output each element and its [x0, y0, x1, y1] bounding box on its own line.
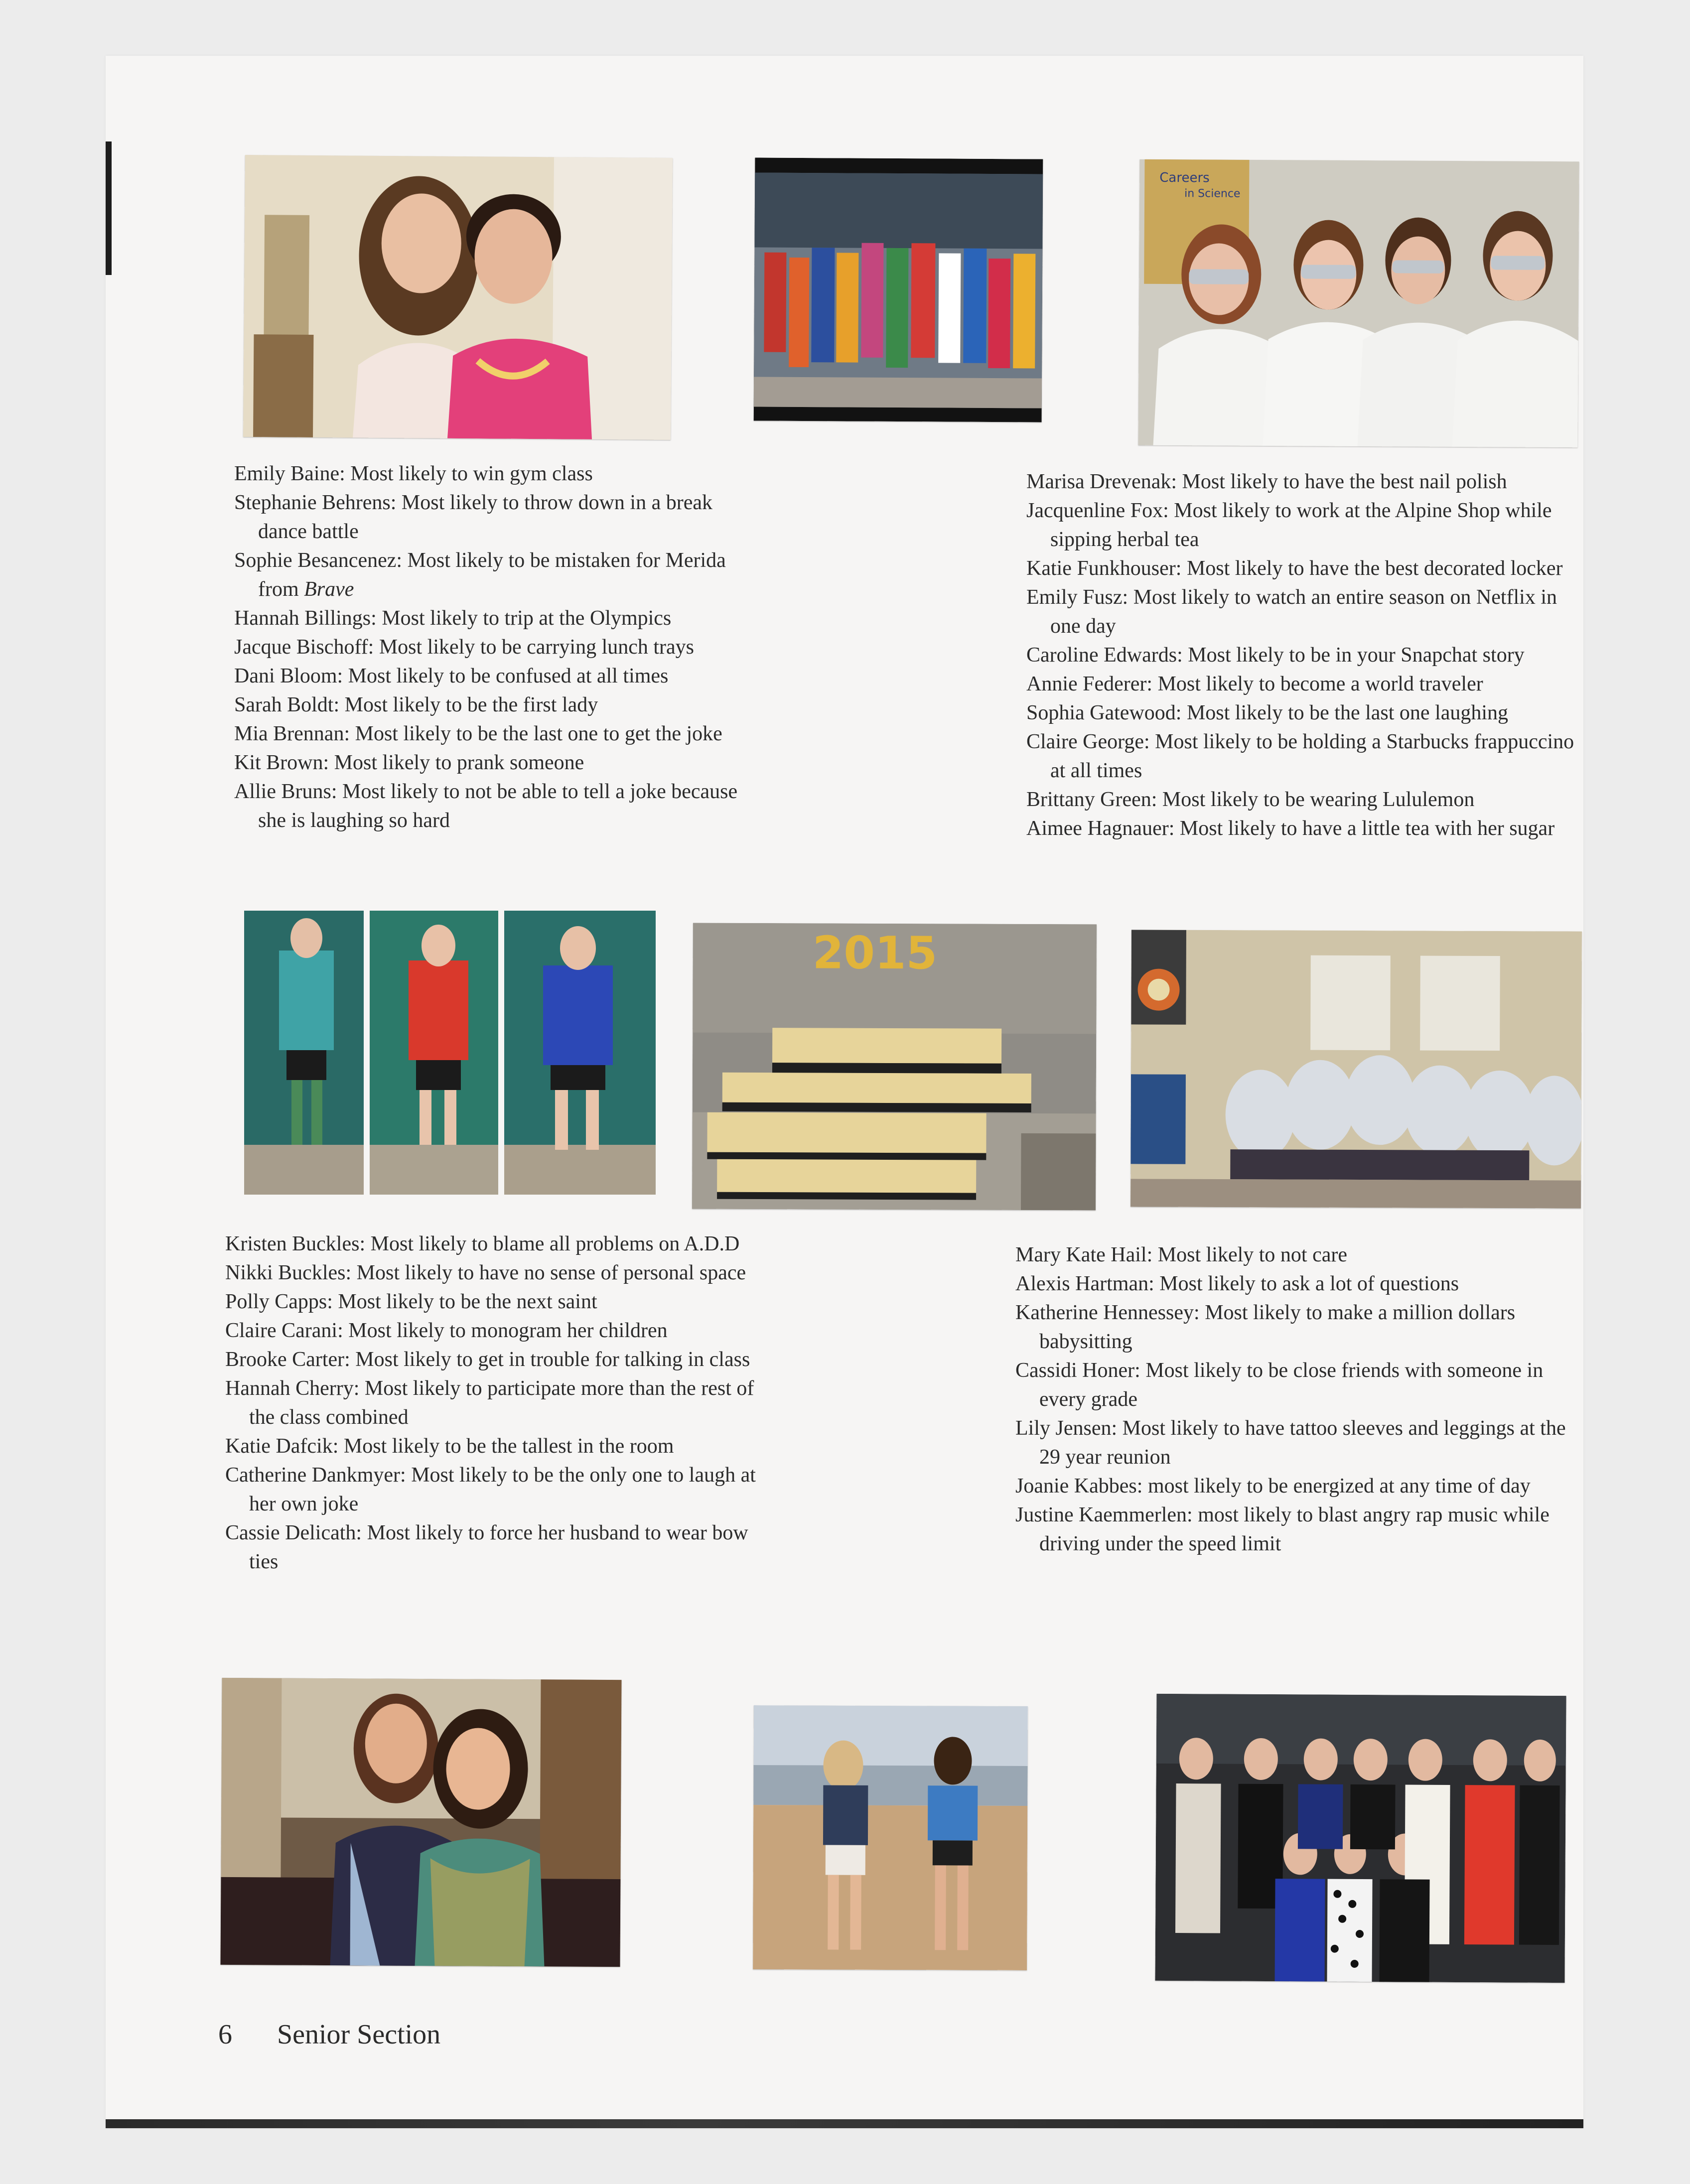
entry-kristen-buckles: Kristen Buckles: Most likely to blame all problems on A.D.D [225, 1232, 740, 1255]
entry-catherine-dankmyer: Catherine Dankmyer: Most likely to be the only one to laugh at her own joke [225, 1464, 756, 1515]
photo-classroom-group [1130, 930, 1582, 1208]
photo-beach-pair [753, 1705, 1028, 1970]
entry-nikki-buckles: Nikki Buckles: Most likely to have no sense of personal space [225, 1261, 746, 1284]
page-bottom-edge [106, 2119, 1583, 2128]
entry-cassie-delicath: Cassie Delicath: Most likely to force her husband to wear bow ties [225, 1521, 748, 1573]
entry-katie-dafcik: Katie Dafcik: Most likely to be the tallest in the room [225, 1435, 674, 1458]
balloon-2015: 2015 [812, 927, 938, 980]
superlatives-top-left [234, 459, 742, 835]
entry-joanie-kabbes: Joanie Kabbes: most likely to be energized at any time of day [1015, 1475, 1531, 1498]
entry-annie-federer: Annie Federer: Most likely to become a world traveler [1026, 673, 1483, 695]
entry-brittany-green: Brittany Green: Most likely to be wearing Lululemon [1026, 788, 1475, 811]
photo-costume-group [754, 157, 1043, 422]
entry-cassidi-honer: Cassidi Honer: Most likely to be close friends with someone in every grade [1015, 1359, 1544, 1411]
entry-caroline-edwards: Caroline Edwards: Most likely to be in your Snapchat story [1026, 644, 1525, 667]
entry-hannah-cherry: Hannah Cherry: Most likely to participate more than the rest of the class combined [225, 1377, 754, 1429]
entry-stephanie-behrens: Stephanie Behrens: Most likely to throw down in a break dance battle [234, 491, 712, 543]
entry-marisa-drevenak: Marisa Drevenak: Most likely to have the best nail polish [1026, 470, 1507, 493]
entry-kit-brown: Kit Brown: Most likely to prank someone [234, 751, 584, 774]
entry-polly-capps: Polly Capps: Most likely to be the next saint [225, 1290, 597, 1313]
photo-locker-trio [244, 911, 656, 1195]
photo-formal-pair [220, 1678, 621, 1967]
entry-mia-brennan: Mia Brennan: Most likely to be the last one to get the joke [234, 722, 722, 745]
photo-class-2015 [692, 923, 1097, 1211]
binding-mark [106, 141, 112, 275]
entry-sophie-besancenez: Sophie Besancenez: Most likely to be mistaken for Merida from Brave [234, 549, 726, 601]
entry-lily-jensen: Lily Jensen: Most likely to have tattoo sleeves and leggings at the 29 year reunion [1015, 1417, 1566, 1469]
entry-mary-kate-hail: Mary Kate Hail: Most likely to not care [1015, 1243, 1348, 1266]
photo-party-group [1155, 1694, 1566, 1983]
svg-text:Careers: Careers [1159, 170, 1210, 186]
section-title: Senior Section [277, 2019, 441, 2050]
entry-brooke-carter: Brooke Carter: Most likely to get in trouble for talking in class [225, 1348, 750, 1371]
entry-jacquenline-fox: Jacquenline Fox: Most likely to work at the Alpine Shop while sipping herbal tea [1026, 499, 1552, 551]
entry-justine-kaemmerlen: Justine Kaemmerlen: most likely to blast angry rap music while driving under the speed limit [1015, 1503, 1549, 1555]
entry-claire-carani: Claire Carani: Most likely to monogram her children [225, 1319, 668, 1342]
entry-alexis-hartman: Alexis Hartman: Most likely to ask a lot of questions [1015, 1272, 1459, 1295]
entry-katherine-hennessey: Katherine Hennessey: Most likely to make a million dollars babysitting [1015, 1301, 1516, 1353]
svg-text:in Science: in Science [1184, 187, 1241, 200]
entry-sophia-gatewood: Sophia Gatewood: Most likely to be the last one laughing [1026, 701, 1509, 724]
entry-jacque-bischoff: Jacque Bischoff: Most likely to be carrying lunch trays [234, 636, 695, 659]
entry-sarah-boldt: Sarah Boldt: Most likely to be the first lady [234, 693, 598, 716]
entry-hannah-billings: Hannah Billings: Most likely to trip at the Olympics [234, 607, 672, 630]
entry-dani-bloom: Dani Bloom: Most likely to be confused at all times [234, 665, 669, 687]
page-number: 6 [218, 2019, 232, 2050]
entry-katie-funkhouser: Katie Funkhouser: Most likely to have the best decorated locker [1026, 557, 1563, 580]
photo-science-lab [1138, 159, 1579, 448]
superlatives-top-right [1026, 467, 1579, 843]
entry-claire-george: Claire George: Most likely to be holding a Starbucks frappuccino at all times [1026, 730, 1574, 782]
photo-prom-pair [243, 155, 673, 440]
superlatives-middle-left [225, 1229, 763, 1576]
entry-emily-fusz: Emily Fusz: Most likely to watch an entire season on Netflix in one day [1026, 586, 1557, 638]
superlatives-middle-right [1015, 1240, 1578, 1558]
entry-aimee-hagnauer: Aimee Hagnauer: Most likely to have a little tea with her sugar [1026, 817, 1555, 840]
entry-allie-bruns: Allie Bruns: Most likely to not be able to tell a joke because she is laughing so hard [234, 780, 738, 832]
entry-emily-baine: Emily Baine: Most likely to win gym class [234, 462, 593, 485]
